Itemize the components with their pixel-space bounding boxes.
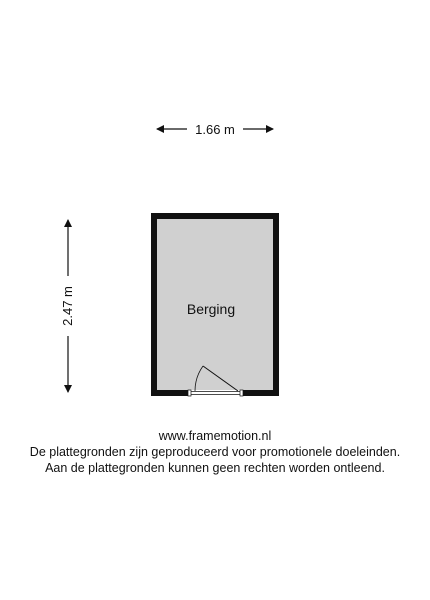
room-berging [151, 213, 279, 396]
room-label: Berging [186, 301, 236, 317]
website-link[interactable]: www.framemotion.nl [158, 429, 272, 443]
height-dimension [60, 220, 75, 392]
disclaimer-line-2: Aan de plattegronden kunnen geen rechten worden ontleend. [45, 461, 385, 475]
footer [0, 428, 430, 476]
door-jamb-right [240, 390, 243, 396]
door-opening [189, 390, 242, 396]
disclaimer-line-1: De plattegronden zijn geproduceerd voor promotionele doeleinden. [29, 445, 401, 459]
width-dimension [157, 122, 273, 137]
door-jamb-left [188, 390, 191, 396]
width-dimension-label: 1.66 m [195, 122, 235, 137]
height-dimension-label: 2.47 m [60, 286, 75, 326]
